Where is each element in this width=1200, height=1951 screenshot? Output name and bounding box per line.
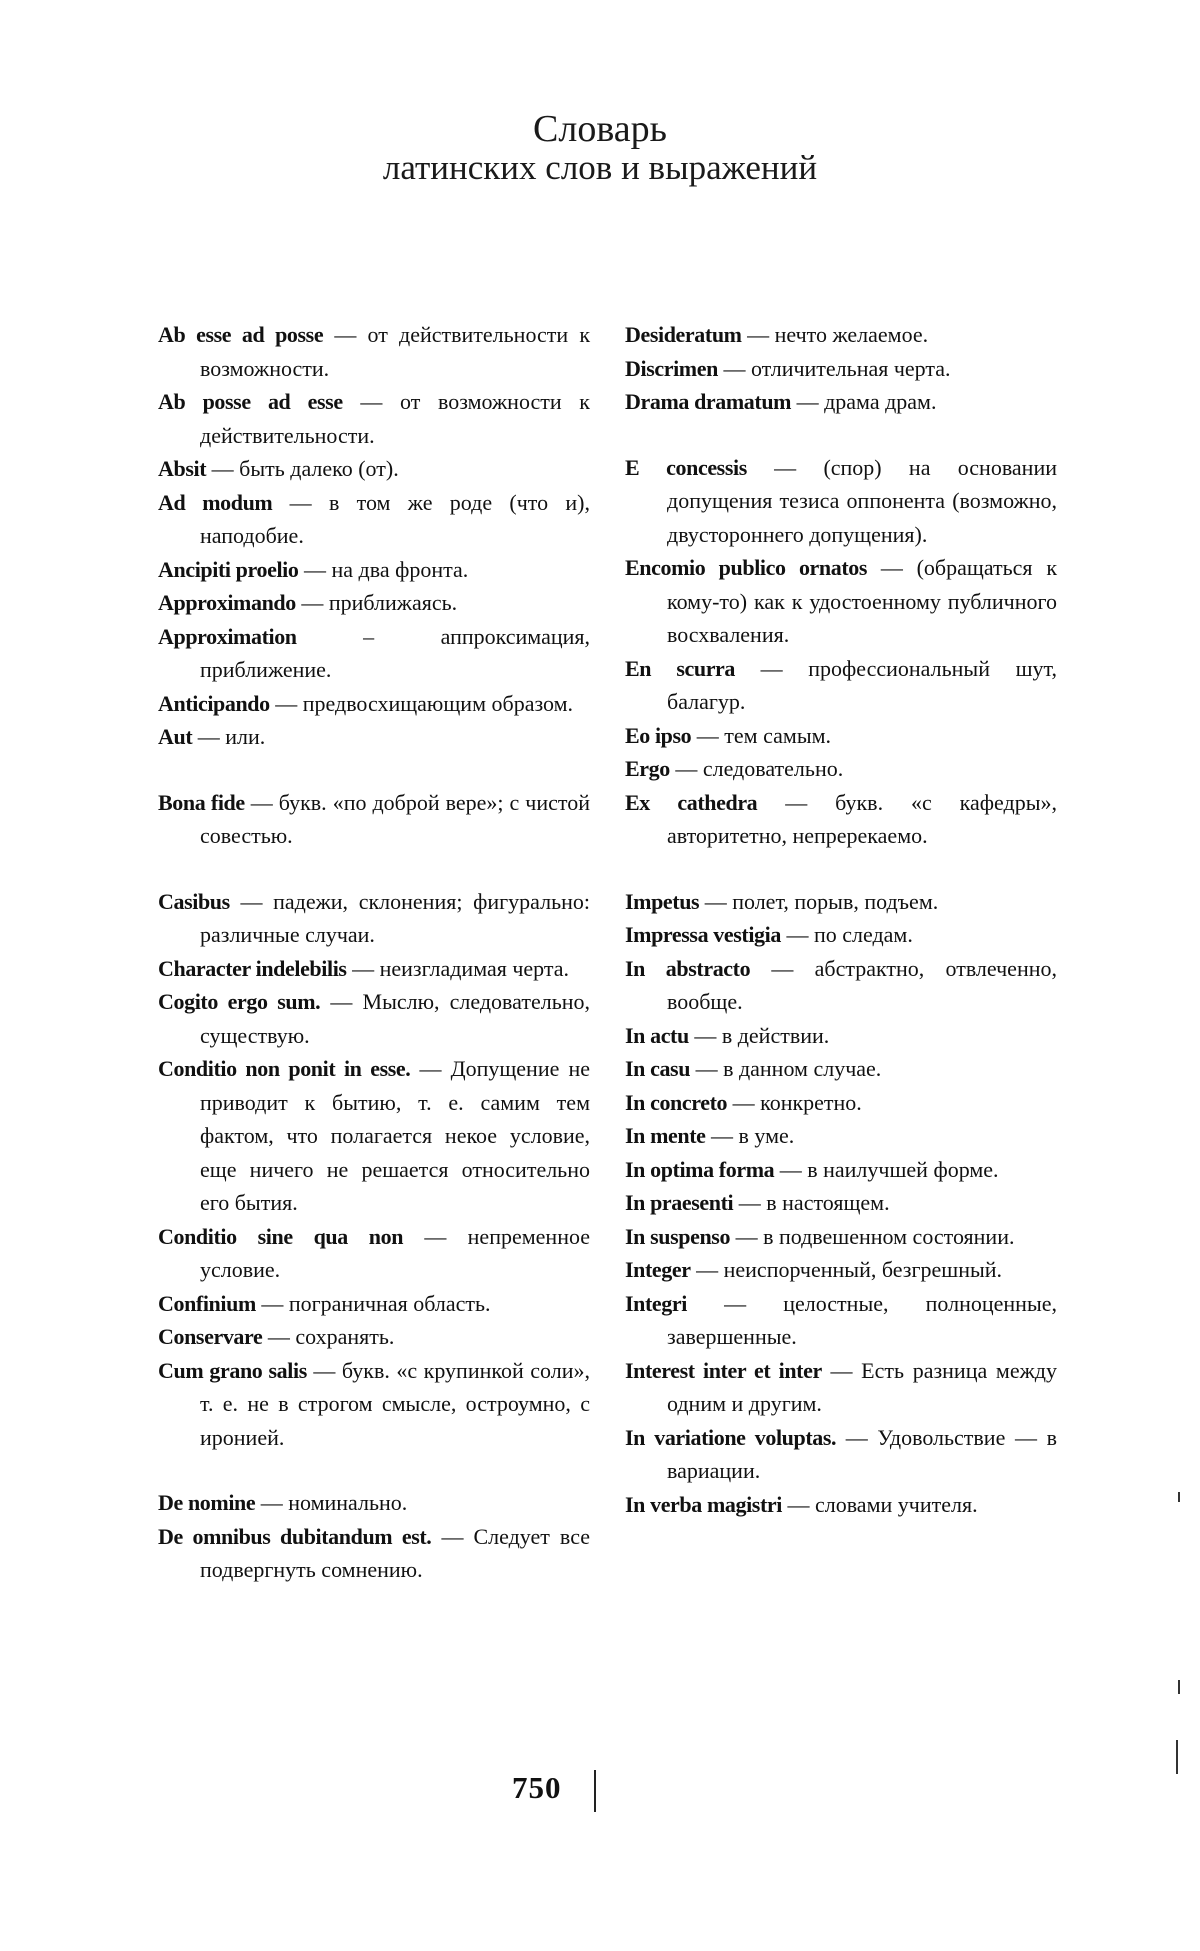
entry-definition: — пограничная область. bbox=[255, 1290, 491, 1316]
dictionary-entry bbox=[625, 1086, 1057, 1120]
entry-term: Approximando bbox=[158, 590, 296, 615]
entry-term: In suspenso bbox=[625, 1223, 731, 1249]
entry-term: E concessis bbox=[625, 454, 747, 480]
entry-definition: — в наилучшей форме. bbox=[774, 1156, 999, 1182]
dictionary-entry bbox=[625, 1421, 1057, 1488]
entry-term: Impetus bbox=[625, 888, 700, 914]
dictionary-entry bbox=[625, 719, 1057, 753]
page-title: Словарь bbox=[533, 108, 667, 150]
entry-term: In abstracto bbox=[625, 955, 751, 981]
entry-term: Confinium bbox=[158, 1290, 256, 1316]
entry-definition: — непременное условие. bbox=[200, 1223, 591, 1282]
dictionary-entry bbox=[158, 720, 590, 754]
entry-definition: — в данном случае. bbox=[690, 1056, 882, 1081]
entry-term: Bona fide bbox=[158, 789, 245, 815]
entry-definition: — по следам. bbox=[780, 922, 913, 947]
dictionary-entry bbox=[625, 1119, 1057, 1153]
entry-definition: — быть далеко (от). bbox=[206, 456, 399, 481]
entry-term: Character indelebilis bbox=[158, 955, 347, 981]
section-gap bbox=[158, 853, 590, 885]
dictionary-entry bbox=[158, 885, 590, 952]
dictionary-entry bbox=[158, 452, 590, 486]
scan-edge-mark bbox=[1178, 1680, 1180, 1694]
dictionary-entry bbox=[158, 1220, 590, 1287]
entry-definition: — неизгладимая черта. bbox=[346, 955, 570, 981]
entry-definition: — или. bbox=[192, 724, 266, 749]
dictionary-entry bbox=[625, 451, 1057, 552]
entry-definition: — тем самым. bbox=[691, 722, 832, 748]
entry-definition: — букв. «по доброй вере»; с чистой совестью. bbox=[200, 789, 590, 848]
section-gap bbox=[158, 754, 590, 786]
entry-term: Ancipiti proelio bbox=[158, 556, 299, 582]
dictionary-entry bbox=[158, 586, 590, 620]
entry-definition: — отличительная черта. bbox=[717, 355, 951, 381]
entry-term: De omnibus dubitandum est. bbox=[158, 1523, 432, 1549]
entry-term: In variatione voluptas. bbox=[625, 1424, 837, 1450]
dictionary-entry bbox=[158, 553, 590, 587]
scan-edge-mark bbox=[1176, 1740, 1178, 1774]
entry-term: Conservare bbox=[158, 1324, 263, 1349]
entry-definition: — в уме. bbox=[705, 1123, 795, 1148]
dictionary-entry bbox=[158, 952, 590, 986]
dictionary-entry bbox=[158, 687, 590, 721]
dictionary-entry bbox=[625, 1287, 1057, 1354]
dictionary-entry bbox=[625, 1153, 1057, 1187]
entry-term: Integri bbox=[625, 1290, 687, 1316]
entry-definition: — нечто желаемое. bbox=[741, 322, 929, 347]
entry-term: De nomine bbox=[158, 1490, 256, 1515]
dictionary-entry bbox=[625, 385, 1057, 419]
entry-definition: — абстрактно, отвлеченно, вообще. bbox=[667, 955, 1057, 1014]
entry-term: Aut bbox=[158, 724, 193, 749]
dictionary-entry bbox=[625, 551, 1057, 652]
dictionary-entry bbox=[625, 752, 1057, 786]
dictionary-entry bbox=[158, 1287, 590, 1321]
dictionary-entry bbox=[158, 385, 590, 452]
entry-definition: — следовательно. bbox=[669, 756, 844, 781]
entry-term: Interest inter et inter bbox=[625, 1357, 822, 1383]
entry-term: Ad modum bbox=[158, 489, 273, 515]
dictionary-entry bbox=[158, 318, 590, 385]
entry-term: In actu bbox=[625, 1022, 689, 1048]
entry-definition: — Есть разница между одним и другим. bbox=[667, 1357, 1057, 1416]
entry-definition: – аппроксимация, приближение. bbox=[200, 623, 590, 682]
entry-definition: — целостные, полноценные, завершенные. bbox=[667, 1290, 1057, 1349]
dictionary-entry bbox=[625, 1019, 1057, 1053]
page-subtitle: латинских слов и выражений bbox=[382, 148, 818, 187]
dictionary-entry bbox=[158, 486, 590, 553]
dictionary-entry bbox=[158, 985, 590, 1052]
entry-term: In verba magistri bbox=[625, 1491, 782, 1517]
entry-term: In praesenti bbox=[625, 1190, 734, 1215]
dictionary-entry bbox=[625, 1354, 1057, 1421]
entry-term: Ergo bbox=[625, 756, 670, 781]
dictionary-entry bbox=[158, 1354, 590, 1455]
dictionary-entry bbox=[625, 352, 1057, 386]
entry-term: Eo ipso bbox=[625, 722, 692, 748]
entry-term: Impressa vestigia bbox=[625, 922, 781, 947]
dictionary-entry bbox=[625, 1488, 1057, 1522]
entry-definition: — приближаясь. bbox=[295, 590, 458, 615]
entry-definition: — в настоящем. bbox=[733, 1190, 890, 1215]
entry-definition: — полет, порыв, подъем. bbox=[699, 888, 939, 914]
dictionary-entry bbox=[158, 1052, 590, 1220]
entry-term: Encomio publico ornatos bbox=[625, 555, 868, 580]
section-gap bbox=[625, 853, 1057, 885]
entry-definition: — предвосхищающим образом. bbox=[269, 690, 574, 716]
section-gap bbox=[625, 419, 1057, 451]
entry-term: Conditio non ponit in esse. bbox=[158, 1056, 411, 1081]
dictionary-entry bbox=[158, 786, 590, 853]
section-gap bbox=[158, 1454, 590, 1486]
entry-term: Discrimen bbox=[625, 355, 718, 381]
entry-definition: — Следует все подвергнуть сомнению. bbox=[200, 1523, 590, 1582]
page-number: 750 bbox=[512, 1770, 562, 1805]
entry-definition: — в подвешенном состоянии. bbox=[730, 1223, 1015, 1249]
entry-definition: — (спор) на основании допущения тезиса оппонента (возможно, двустороннего допущения). bbox=[667, 454, 1058, 547]
entry-definition: — падежи, склонения; фигурально: различные случаи. bbox=[200, 888, 590, 947]
dictionary-entry bbox=[625, 318, 1057, 352]
entry-definition: — конкретно. bbox=[727, 1089, 862, 1115]
entry-definition: — словами учителя. bbox=[781, 1491, 978, 1517]
left-column bbox=[158, 318, 590, 1587]
entry-definition: — Мыслю, следовательно, существую. bbox=[200, 989, 590, 1048]
entry-term: In casu bbox=[625, 1056, 691, 1081]
entry-term: Casibus bbox=[158, 888, 230, 914]
entry-term: In mente bbox=[625, 1123, 706, 1148]
entry-definition: — профессиональный шут, балагур. bbox=[667, 655, 1057, 714]
scan-edge-mark bbox=[1178, 1492, 1180, 1502]
entry-term: Approximation bbox=[158, 623, 297, 649]
entry-definition: — от действительности к возможности. bbox=[200, 322, 591, 381]
entry-definition: — драма драм. bbox=[791, 389, 937, 414]
entry-term: Cogito ergo sum. bbox=[158, 989, 321, 1014]
entry-term: En scurra bbox=[625, 655, 736, 681]
dictionary-entry bbox=[625, 1220, 1057, 1254]
entry-term: In concreto bbox=[625, 1089, 728, 1115]
right-column bbox=[625, 318, 1057, 1521]
entry-definition: — букв. «с крупинкой соли», т. е. не в строгом смысле, остроумно, с иронией. bbox=[200, 1357, 590, 1450]
entry-definition: — букв. «с кафедры», авторитетно, непререкаемо. bbox=[667, 789, 1057, 848]
page-header bbox=[0, 110, 1200, 185]
entry-definition: — на два фронта. bbox=[298, 556, 469, 582]
entry-definition: — от возможности к действительности. bbox=[200, 389, 590, 448]
dictionary-entry bbox=[625, 1186, 1057, 1220]
dictionary-entry bbox=[625, 918, 1057, 952]
entry-definition: — Удовольствие — в вариации. bbox=[667, 1424, 1057, 1483]
entry-term: Ab esse ad posse bbox=[158, 322, 324, 347]
dictionary-entry bbox=[158, 620, 590, 687]
entry-definition: — Допущение не приводит к бытию, т. е. самим тем фактом, что полагается некое условие, еще ничего не решается относительно его бытия. bbox=[200, 1056, 590, 1215]
dictionary-entry bbox=[625, 885, 1057, 919]
entry-term: Desideratum bbox=[625, 322, 742, 347]
entry-term: Integer bbox=[625, 1257, 691, 1282]
entry-definition: — номинально. bbox=[255, 1490, 408, 1515]
entry-term: Ab posse ad esse bbox=[158, 389, 343, 414]
entry-term: Drama dramatum bbox=[625, 389, 792, 414]
entry-term: Absit bbox=[158, 456, 207, 481]
page-number-rule bbox=[594, 1770, 596, 1812]
dictionary-entry bbox=[625, 952, 1057, 1019]
entry-definition: — в том же роде (что и), наподобие. bbox=[200, 489, 591, 548]
dictionary-entry bbox=[625, 786, 1057, 853]
dictionary-entry bbox=[158, 1486, 590, 1520]
dictionary-entry bbox=[625, 1052, 1057, 1086]
dictionary-entry bbox=[158, 1320, 590, 1354]
dictionary-entry bbox=[625, 1253, 1057, 1287]
entry-definition: — в действии. bbox=[688, 1022, 830, 1048]
entry-definition: — (обращаться к кому-то) как к удостоенному публичного восхваления. bbox=[667, 555, 1058, 647]
entry-term: Cum grano salis bbox=[158, 1357, 307, 1383]
entry-term: Anticipando bbox=[158, 690, 270, 716]
dictionary-entry bbox=[158, 1520, 590, 1587]
entry-definition: — неиспорченный, безгрешный. bbox=[690, 1257, 1003, 1282]
entry-definition: — сохранять. bbox=[262, 1324, 395, 1349]
entry-term: Conditio sine qua non bbox=[158, 1223, 404, 1249]
entry-term: Ex cathedra bbox=[625, 789, 758, 815]
dictionary-entry bbox=[625, 652, 1057, 719]
entry-term: In optima forma bbox=[625, 1156, 775, 1182]
